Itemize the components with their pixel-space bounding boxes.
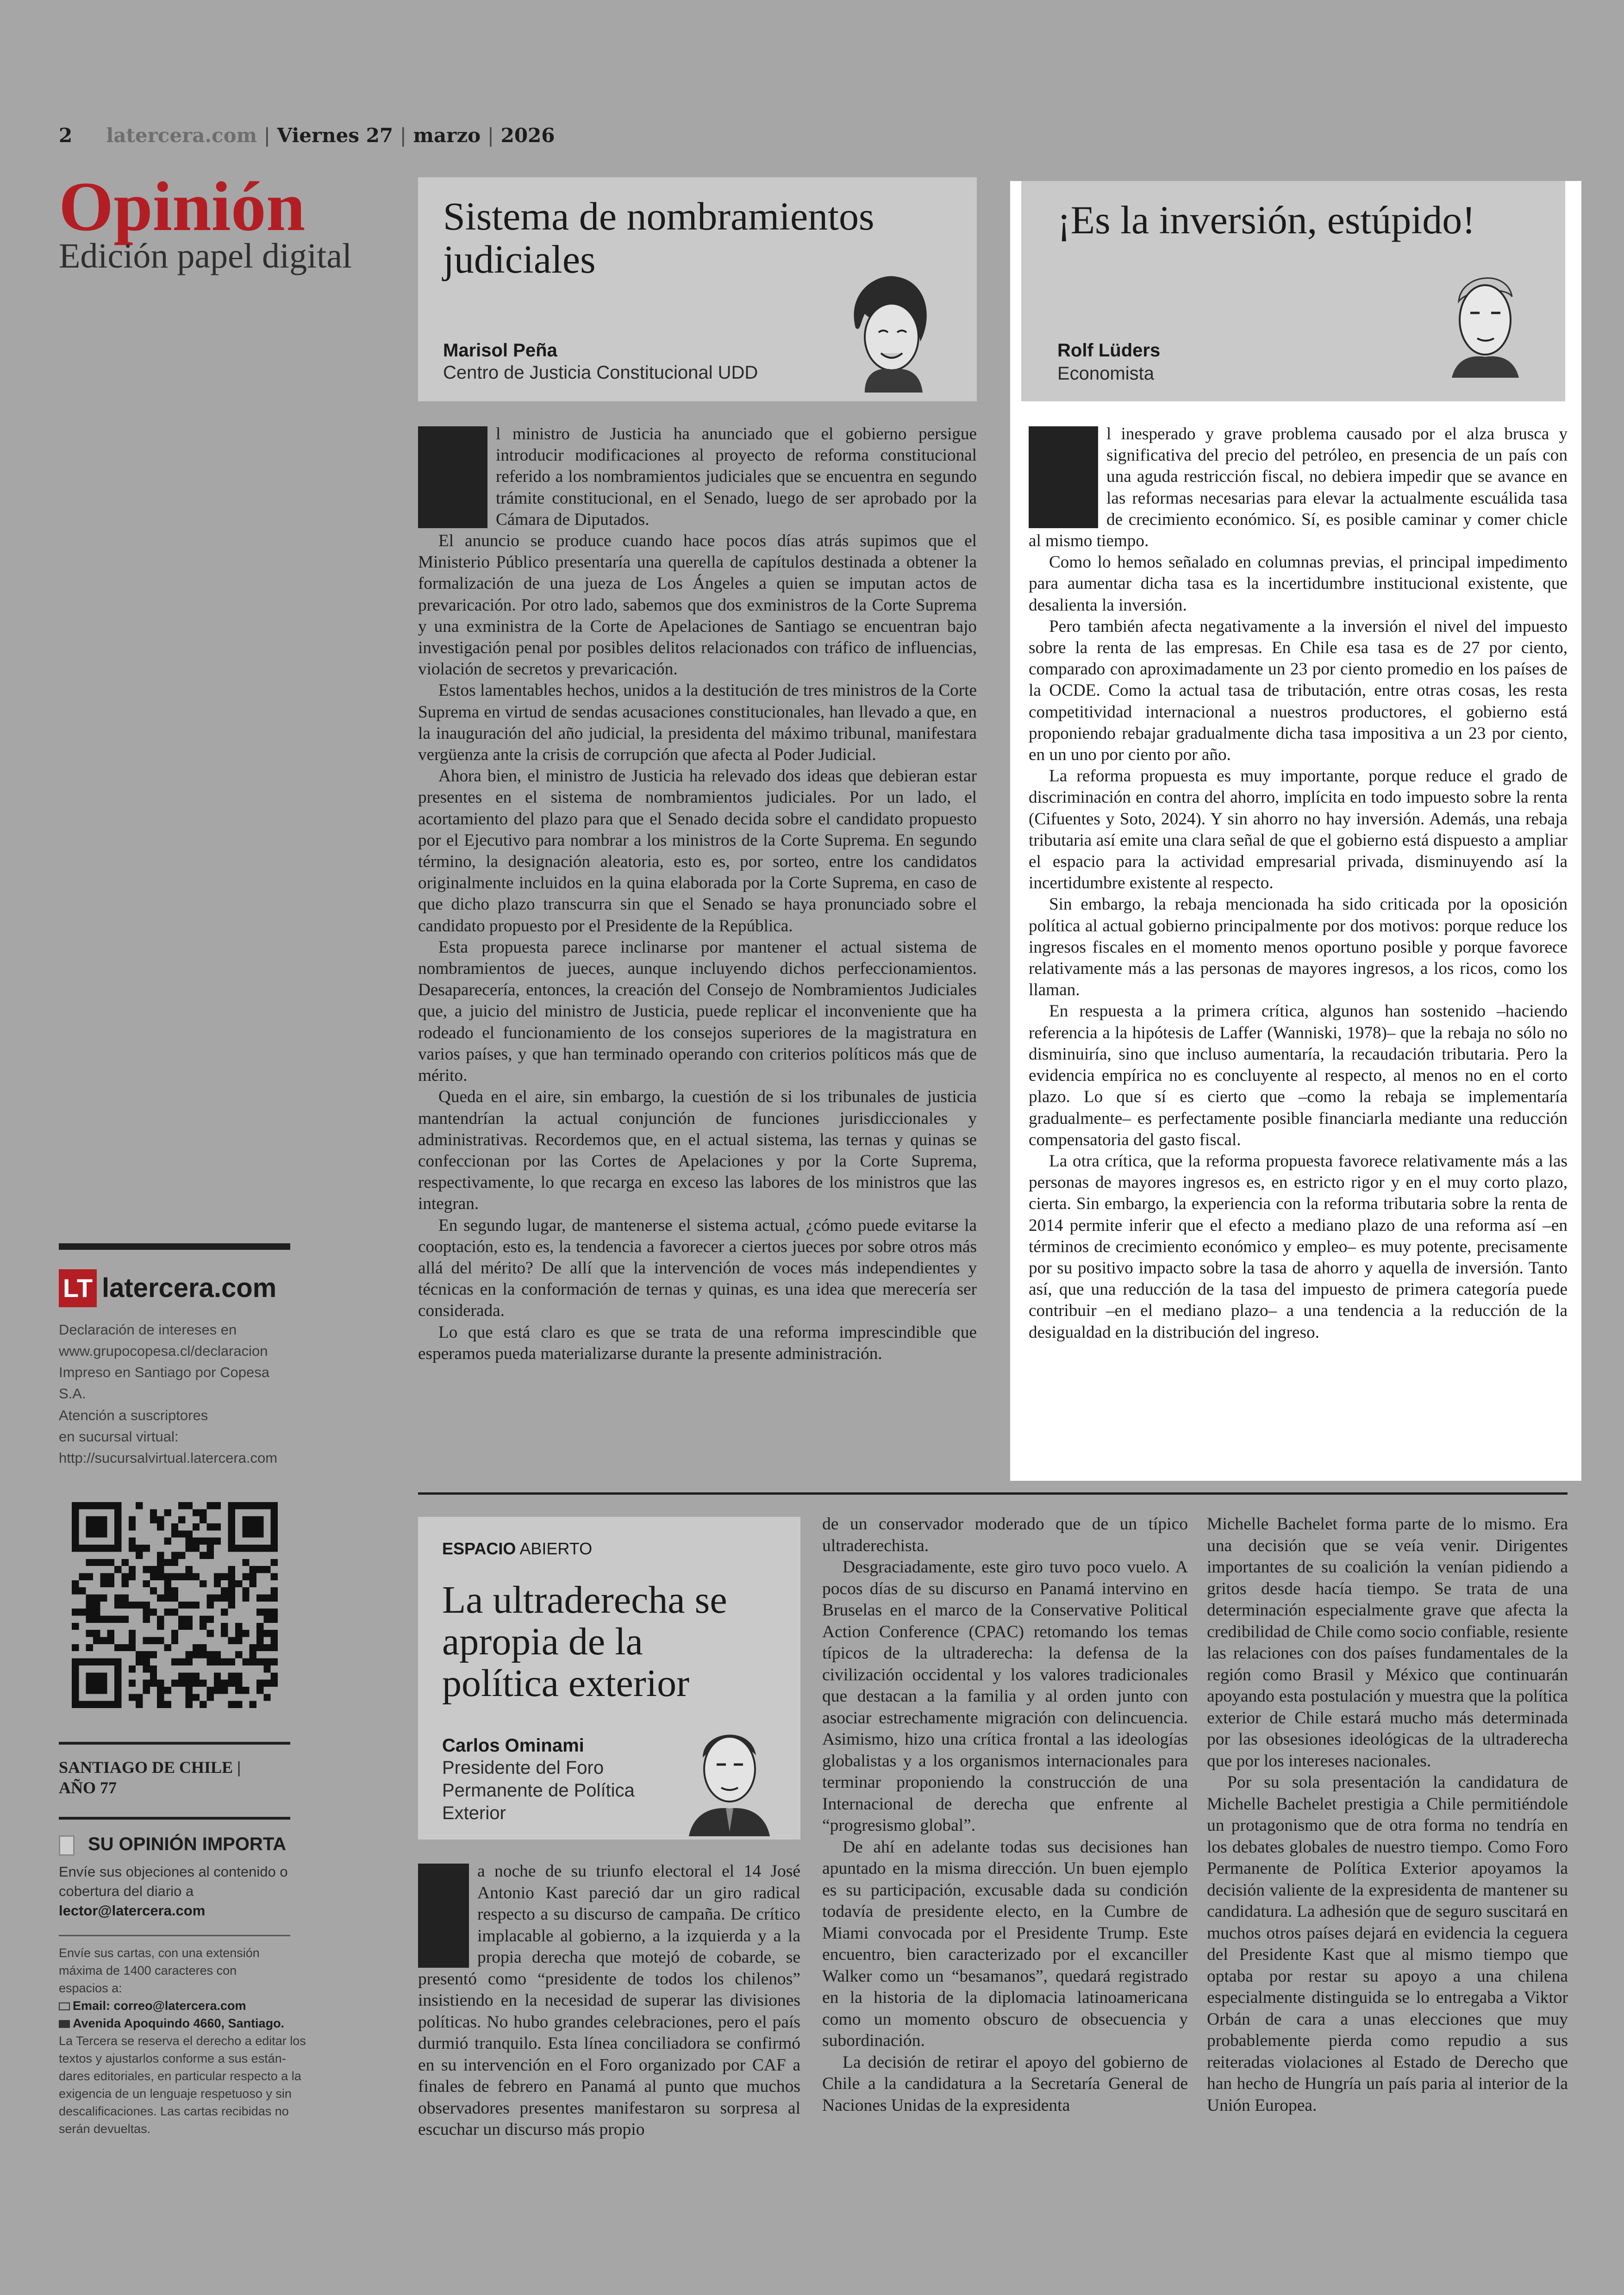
disclaimer-line: exigencia de un lenguaje respetuoso y sin (59, 2087, 292, 2101)
declaracion-link[interactable]: www.grupocopesa.cl/declaracion (59, 1343, 268, 1359)
article1-paragraph: Estos lamentables hechos, unidos a la destitución de tres ministros de la Corte Suprema en virtud de sendas acusaciones constitucionales, han llevado a que, en la inauguración del año judicial, la presidenta del máximo tribunal, manifestara vergüenza ante la crisis de corrupción que afecta al Poder Judicial. (418, 681, 977, 765)
article3-author: Carlos Ominami (442, 1735, 584, 1756)
brand-name[interactable]: latercera.com (102, 1273, 277, 1303)
article2-paragraph: Como lo hemos señalado en columnas previas, el principal impedimento para aumentar dicha tasa es la incertidumbre institucional existente, que desalienta la inversión. (1029, 553, 1568, 615)
article1-body (418, 424, 977, 1365)
article3-dropcap (418, 1864, 469, 1968)
article2-headline: ¡Es la inversión, estúpido! (1057, 198, 1475, 242)
article3-paragraph: a noche de su triunfo electoral el 14 José Antonio Kast pareció dar un giro radical respecto a su discurso de campaña. De crítico implacable al gobierno, a la izquierda y a la propia derecha que motejó de cobarde, se presentó como “presidente de todos los chilenos” insistiendo en la necesidad de superar las divisiones políticas. No hubo grandes celebraciones, pero el país durmió tranquilo. Esta línea conciliadora se confirmó en su intervención en el Foro organizado por CAF a finales de febrero en Panamá al punto que muchos observadores presentes manifestaron su sorpresa al escuchar un discurso más propio (418, 1862, 800, 2139)
article1-headline: Sistema de nombramientos judiciales (443, 194, 874, 281)
opinion-text-line: cobertura del diario a (59, 1883, 194, 1899)
article3-tag-bold: ESPACIO (442, 1539, 516, 1558)
sidebar-rule (59, 1243, 290, 1250)
article1-paragraph: En segundo lugar, de mantenerse el sistema actual, ¿cómo puede evitarse la cooptación, esto es, la tendencia a favorecer a ciertos jueces por sobre otros más allá del mérito? De allí que la intervención de voces más independientes y técnicas en la conformación de ternas y quinas, es una idea que merecería ser considerada. (418, 1216, 977, 1321)
letters-line: máxima de 1400 caracteres con (59, 1964, 237, 1977)
sidebar-rule (59, 1742, 290, 1745)
article3-tag-rest: ABIERTO (516, 1539, 593, 1558)
atencion-line: Atención a suscriptores (59, 1407, 208, 1423)
atencion-block (59, 1405, 318, 1469)
article2-paragraph: Pero también afecta negativamente a la inversión el nivel del impuesto sobre la renta de las empresas. En Chile esa tasa es de 27 por ciento, comparado con aproximadamente un 23 por ciento promedio en los países de la OCDE. Como la actual tasa de tributación, entre otras cosas, les resta competitividad internacional a nuestros productores, el gobierno está proponiendo rebajar gradualmente dicha tasa impositiva a un 23 por ciento, en un uno por ciento por año. (1029, 617, 1568, 765)
declaracion-block (59, 1319, 300, 1404)
article3-column-1 (418, 1861, 800, 2141)
article3-paragraph: Michelle Bachelet forma parte de lo mismo. Era una decisión que se veía venir. Dirigentes importantes de su coalición la venían pidiendo a gritos desde hacía tiempo. Se trata de una determinación especialmente grave que afecta la credibilidad de Chile como socio confiable, resiente las relaciones con dos países fundamentales de la región como Brasil y México que continuarán apoyando esta postulación y muestra que la política exterior de Chile estará mucho más determinada por las obsesiones ideológicas de la ultraderecha que por los intereses nacionales. (1207, 1515, 1568, 1771)
mail-icon (59, 2002, 70, 2010)
article3-column-2 (822, 1514, 1188, 2116)
article2-author: Rolf Lüders (1057, 340, 1161, 361)
opinion-email-link[interactable]: lector@latercera.com (59, 1902, 206, 1919)
section-subtitle: Edición papel digital (59, 237, 352, 275)
article1-header-box (418, 177, 977, 401)
page-header: 2 latercera.com | Viernes 27 | marzo | 2026 (59, 124, 555, 147)
article2-paragraph: La otra crítica, que la reforma propuesta favorece relativamente más a las personas de mayores ingresos es, en estricto rigor y en el muy corto plazo, cierta. Sin embargo, la experiencia con la reforma tributaria sobre la renta de 2014 permite inferir que el efecto a mediano plazo de una reforma así –en términos de crecimiento económico y empleo– es muy potente, precisamente por su positivo impacto sobre la tasa de ahorro y aquella de inversión. Tanto así, que una reducción de la tasa del impuesto de primera categoría puede contribuir –en el mediano plazo– a una tendencia a la reducción de la desigualdad en la distribución del ingreso. (1029, 1151, 1568, 1342)
year-label: AÑO 77 (59, 1778, 117, 1797)
letters-email[interactable]: Email: correo@latercera.com (73, 1999, 246, 2013)
author-portrait (837, 272, 939, 393)
atencion-line: en sucursal virtual: (59, 1428, 179, 1445)
date-month: marzo (413, 124, 481, 147)
article3-paragraph: Desgraciadamente, este giro tuvo poco vuelo. A pocos días de su discurso en Panamá intervino en Bruselas en el marco de la Conservative Political Action Conference (CPAC) retomando los temas típicos de la ultraderecha: la defensa de la civilización occidental y los valores tradicionales que destacan a la familia y al orden junto con asociar estrechamente migración con delincuencia. Asimismo, hizo una crítica frontal a las ideologías globalistas y a los organismos internacionales para terminar proponiendo la construcción de una Internacional de derecha que enfrente al “progresismo global”. (822, 1558, 1188, 1835)
envelope-icon (59, 2020, 70, 2028)
opinion-text (59, 1862, 309, 1921)
article1-dropcap (418, 426, 487, 528)
address-row (59, 2014, 309, 2032)
section-title: Opinión (59, 168, 306, 245)
disclaimer-line: La Tercera se reserva el derecho a editar los (59, 2034, 306, 2048)
letters-block (59, 1944, 309, 2138)
qr-code[interactable] (72, 1502, 278, 1708)
article2-paragraph: La reforma propuesta es muy importante, porque reduce el grado de discriminación en contra del ahorro, implícita en todo impuesto sobre la renta (Cifuentes y Soto, 2024). Y sin ahorro no hay inversión. Además, una rebaja tributaria así emite una clara señal de que el gobierno está dispuesto a ampliar el espacio para la actividad empresarial privada, disminuyendo así la incertidumbre existente al respecto. (1029, 767, 1568, 893)
atencion-link[interactable]: http://sucursalvirtual.latercera.com (59, 1450, 278, 1466)
article2-header-box (1021, 181, 1565, 401)
author-portrait (677, 1716, 779, 1836)
disclaimer-line: descalificaciones. Las cartas recibidas no (59, 2104, 289, 2118)
letters-line: Envíe sus cartas, con una extensión (59, 1946, 260, 1960)
site-name[interactable]: latercera.com (106, 124, 257, 147)
sidebar-rule (59, 1935, 290, 1936)
article3-paragraph: De ahí en adelante todas sus decisiones han apuntado en la misma dirección. Un buen ejemplo es su participación, excusable dada su condición todavía de presidente electo, en la Cumbre de Miami convocada por el Presidente Trump. Este encuentro, bien caracterizado por el excanciller Walker como un “besamanos”, quedará registrado en la historia de la diplomacia latinoamericana como un momento obscuro de obsecuencia y subordinación. (822, 1837, 1188, 2050)
article2-paragraph: l inesperado y grave problema causado por el alza brusca y significativa del precio del petróleo, en presencia de un país con una aguda restricción fiscal, no debiera impedir que se avance en las reformas necesarias para elevar la actualmente escuálida tasa de crecimiento económico. Sí, es posible caminar y comer chicle al mismo tiempo. (1029, 424, 1568, 551)
sidebar-rule (59, 1817, 290, 1820)
article2-body (1029, 424, 1568, 1343)
disclaimer-line: dares editoriales, en particular respecto a la (59, 2069, 301, 2083)
article2-paragraph: En respuesta a la primera crítica, algunos han sostenido –haciendo referencia a la hipótesis de Laffer (Wanniski, 1978)– que la rebaja no sólo no disminuiría, sino que incluso aumentaría, la recaudación tributaria. Pero la evidencia empírica no es concluyente al respecto, al menos no en el corto plazo. Lo que sí es cierto que –como la rebaja se implementaría gradualmente– es perfectamente posible financiarla mediante una reducción compensatoria del gasto fiscal. (1029, 1002, 1568, 1149)
page-number: 2 (59, 124, 73, 147)
article1-author: Marisol Peña (443, 340, 557, 361)
article1-paragraph: Lo que está claro es que se trata de una reforma imprescindible que esperamos pueda materializarse durante la presente administración. (418, 1322, 977, 1363)
article1-paragraph: Esta propuesta parece inclinarse por mantener el actual sistema de nombramientos de jueces, aunque incluyendo dichos perfeccionamientos. Desaparecería, entonces, la creación del Consejo de Nombramientos Judiciales que, a juicio del ministro de Justicia, puede replicar el inconveniente que ha rodeado el funcionamiento de los consejos superiores de la magistratura en varios países, y que han terminado operando con criterios políticos más que de mérito. (418, 937, 977, 1085)
article3-column-3 (1207, 1514, 1568, 2116)
article2-dropcap (1029, 426, 1098, 528)
article1-paragraph: l ministro de Justicia ha anunciado que el gobierno persigue introducir modificaciones al proyecto de reforma constitucional referido a los nombramientos judiciales que se encuentra en segundo trámite constitucional, en el Senado, luego de ser aprobado por la Cámara de Diputados. (496, 424, 977, 529)
letters-line: espacios a: (59, 1981, 122, 1995)
city-label: SANTIAGO DE CHILE | (59, 1758, 241, 1777)
author-portrait (1443, 269, 1526, 378)
article3-headline: La ultraderecha se apropia de la política exterior (442, 1578, 727, 1705)
article3-paragraph: Por su sola presentación la candidatura de Michelle Bachelet prestigia a Chile permitiéndole un protagonismo que de otra forma no tendría en los debates globales de nuestro tiempo. Como Foro Permanente de Política Exterior apoyamos la decisión valiente de la expresidenta de mantener su candidatura. La adhesión que de seguro suscitará en muchos otros países dejará en evidencia la ceguera del Presidente Kast que al mismo tiempo que optaba por restar su apoyo a una chilena especialmente distinguida se lo entregaba a Viktor Orbán de cara a unas elecciones que muy probablemente pierda como repudio a sus reiteradas violaciones al Estado de Derecho que han hecho de Hungría un país paria al interior de la Unión Europea. (1207, 1773, 1568, 2115)
article1-paragraph: Queda en el aire, sin embargo, la cuestión de si los tribunales de justicia mantendrían la actual conjunción de funciones jurisdiccionales y administrativas. Recordemos que, en el actual sistema, las ternas y quinas se confeccionan por las Cortes de Apelaciones y por la Corte Suprema, respectivamente, lo que recarga en exceso las labores de los ministros que las integran. (418, 1087, 977, 1214)
declaracion-line: Declaración de intereses en (59, 1322, 237, 1338)
article3-header-box (418, 1517, 800, 1840)
article1-paragraph: El anuncio se produce cuando hace pocos días atrás supimos que el Ministerio Público presentaría una querella de capítulos destinada a obtener la formalización de una jueza de Los Ángeles a quien se imputan actos de prevaricación. Por otro lado, sabemos que dos exministros de la Corte Suprema y una exministra de la Corte de Apelaciones de Santiago se encuentran bajo investigación penal por posibles delitos relacionados con tráfico de influencias, violación de secretos y prevaricación. (418, 531, 977, 679)
article1-paragraph: Ahora bien, el ministro de Justicia ha relevado dos ideas que debieran estar presentes en el sistema de nombramientos judiciales. Por un lado, el acortamiento del plazo para que el Senado decida sobre el candidato propuesto por el Ejecutivo para nombrar a los ministros de la Corte Suprema. En segundo término, la designación aleatoria, esto es, por sorteo, entre los candidatos originalmente incluidos en la quina elaborada por la Corte Suprema, en caso de que dicho plazo transcurra sin que el Senado se haya pronunciado sobre el candidato propuesto por el Presidente de la República. (418, 767, 977, 935)
document-icon (59, 1835, 75, 1856)
disclaimer-line: serán devueltas. (59, 2122, 151, 2136)
date-year: 2026 (500, 124, 555, 147)
letters-address: Avenida Apoquindo 4660, Santiago. (73, 2016, 285, 2030)
brand-logo[interactable]: LT (59, 1269, 97, 1307)
disclaimer-line: textos y ajustarlos conforme a sus están- (59, 2052, 286, 2065)
declaracion-line: Impreso en Santiago por Copesa S.A. (59, 1364, 269, 1402)
section-divider (418, 1492, 1568, 1495)
article2-paragraph: Sin embargo, la rebaja mencionada ha sido criticada por la oposición política al actual gobierno principalmente por dos motivos: porque reduce los ingresos fiscales en el momento menos oportuno posible y porque favorece relativamente más a las personas de mayores ingresos, a los ricos, como los llaman. (1029, 895, 1568, 1000)
article3-paragraph: de un conservador moderado que de un típico ultraderechista. (822, 1515, 1188, 1555)
article1-author-role: Centro de Justicia Constitucional UDD (443, 362, 758, 383)
email-row[interactable] (59, 1997, 309, 2014)
opinion-text-line: Envíe sus objeciones al contenido o (59, 1864, 288, 1880)
date-day: Viernes 27 (277, 124, 394, 147)
article3-paragraph: La decisión de retirar el apoyo del gobierno de Chile a la candidatura a la Secretaría General de Naciones Unidas de la expresidenta (822, 2052, 1188, 2115)
opinion-title: SU OPINIÓN IMPORTA (88, 1834, 287, 1854)
article3-author-role: Presidente del Foro Permanente de Política Exterior (442, 1758, 635, 1823)
article2-author-role: Economista (1057, 363, 1154, 384)
article3-tag (442, 1539, 592, 1559)
